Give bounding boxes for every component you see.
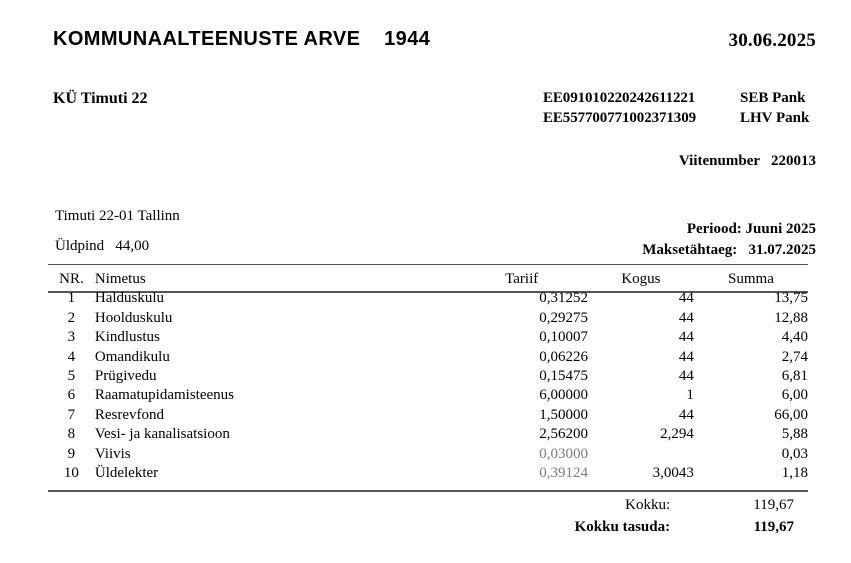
row-nr: 8: [67, 426, 76, 443]
row-qty: 44: [678, 368, 694, 385]
column-header-nr: NR.: [59, 271, 84, 287]
row-qty: 44: [678, 348, 694, 365]
row-nr: 1: [67, 290, 76, 307]
table-row: [48, 425, 808, 444]
row-sum: 1,18: [781, 465, 808, 482]
row-qty: 44: [678, 290, 694, 307]
row-sum: 66,00: [774, 406, 808, 423]
grand-total-label: Kokku tasuda:: [574, 519, 671, 535]
billing-period: Periood: Juuni 2025: [686, 221, 816, 237]
table-row: [48, 328, 808, 347]
row-qty: 44: [678, 329, 694, 346]
row-name: Omandikulu: [94, 348, 170, 365]
table-row: [48, 309, 808, 328]
payment-due-date: Maksetähtaeg: 31.07.2025: [642, 242, 816, 258]
invoice-title-text: KOMMUNAALTEENUSTE ARVE: [53, 28, 361, 50]
table-row: [48, 406, 808, 425]
table-row: [48, 289, 808, 308]
row-nr: 10: [63, 465, 79, 482]
column-header-qty: Kogus: [621, 271, 661, 287]
row-name: Resrevfond: [94, 406, 165, 423]
table-row: [48, 445, 808, 464]
row-tariff: 2,56200: [539, 426, 588, 443]
property-area: Üldpind 44,00: [55, 238, 150, 254]
row-sum: 6,00: [781, 387, 808, 404]
bank-account-row: [543, 108, 809, 128]
table-bottom-divider: [48, 490, 808, 492]
bank-iban: EE091010220242611221: [543, 90, 696, 106]
column-header-sum: Summa: [728, 271, 774, 287]
row-qty: 44: [678, 309, 694, 326]
subtotal-row: [48, 497, 808, 514]
line-items-table: [48, 270, 808, 483]
row-nr: 3: [67, 329, 76, 346]
row-name: Prügivedu: [94, 368, 157, 385]
row-nr: 4: [67, 348, 76, 365]
period-block: [642, 219, 816, 261]
subtotal-label: Kokku:: [625, 497, 671, 513]
grand-total-row: [48, 519, 808, 536]
payee-name: KÜ Timuti 22: [53, 90, 148, 107]
row-tariff: 0,15475: [539, 368, 588, 385]
row-tariff: 1,50000: [539, 406, 588, 423]
row-tariff: 0,39124: [539, 465, 588, 482]
totals-block: [48, 497, 808, 536]
invoice-date: 30.06.2025: [728, 30, 816, 51]
row-name: Üldelekter: [94, 465, 159, 482]
row-qty: 3,0043: [652, 465, 694, 482]
row-tariff: 6,00000: [539, 387, 588, 404]
invoice-number: 1944: [384, 28, 431, 50]
row-qty: 44: [678, 406, 694, 423]
row-tariff: 0,06226: [539, 348, 588, 365]
table-row: [48, 386, 808, 405]
bank-name: SEB Pank: [740, 90, 806, 106]
bank-account-row: [543, 88, 809, 108]
table-header-row: [48, 270, 808, 289]
row-sum: 6,81: [781, 368, 808, 385]
table-row: [48, 348, 808, 367]
table-row: [48, 367, 808, 386]
row-tariff: 0,03000: [539, 445, 588, 462]
row-sum: 4,40: [781, 329, 808, 346]
grand-total-value: 119,67: [753, 519, 794, 535]
table-row: [48, 464, 808, 483]
row-qty: [588, 445, 694, 464]
row-sum: 5,88: [781, 426, 808, 443]
row-qty: 2,294: [660, 426, 694, 443]
row-name: Hoolduskulu: [94, 309, 173, 326]
row-nr: 6: [67, 387, 76, 404]
page-title: [53, 28, 430, 51]
bank-accounts: [543, 88, 809, 128]
row-sum: 12,88: [774, 309, 808, 326]
row-sum: 13,75: [774, 290, 808, 307]
table-top-divider: [48, 264, 808, 265]
row-qty: 1: [686, 387, 694, 404]
row-nr: 7: [67, 406, 76, 423]
row-name: Vesi- ja kanalisatsioon: [94, 426, 230, 443]
bank-iban: EE557700771002371309: [543, 110, 697, 126]
row-tariff: 0,31252: [539, 290, 588, 307]
property-address: Timuti 22-01 Tallinn: [55, 208, 180, 224]
row-name: Raamatupidamisteenus: [94, 387, 234, 404]
row-tariff: 0,29275: [539, 309, 588, 326]
row-name: Kindlustus: [94, 329, 160, 346]
bank-name: LHV Pank: [740, 110, 810, 126]
row-name: Halduskulu: [94, 290, 165, 307]
row-tariff: 0,10007: [539, 329, 588, 346]
row-nr: 2: [67, 309, 76, 326]
reference-number: Viitenumber 220013: [678, 153, 816, 169]
subtotal-value: 119,67: [753, 497, 794, 513]
row-name: Viivis: [94, 445, 131, 462]
row-sum: 0,03: [781, 445, 808, 462]
row-sum: 2,74: [781, 348, 808, 365]
column-header-tariff: Tariif: [505, 271, 539, 287]
row-nr: 5: [67, 368, 76, 385]
row-nr: 9: [67, 445, 76, 462]
column-header-name: Nimetus: [94, 271, 146, 287]
